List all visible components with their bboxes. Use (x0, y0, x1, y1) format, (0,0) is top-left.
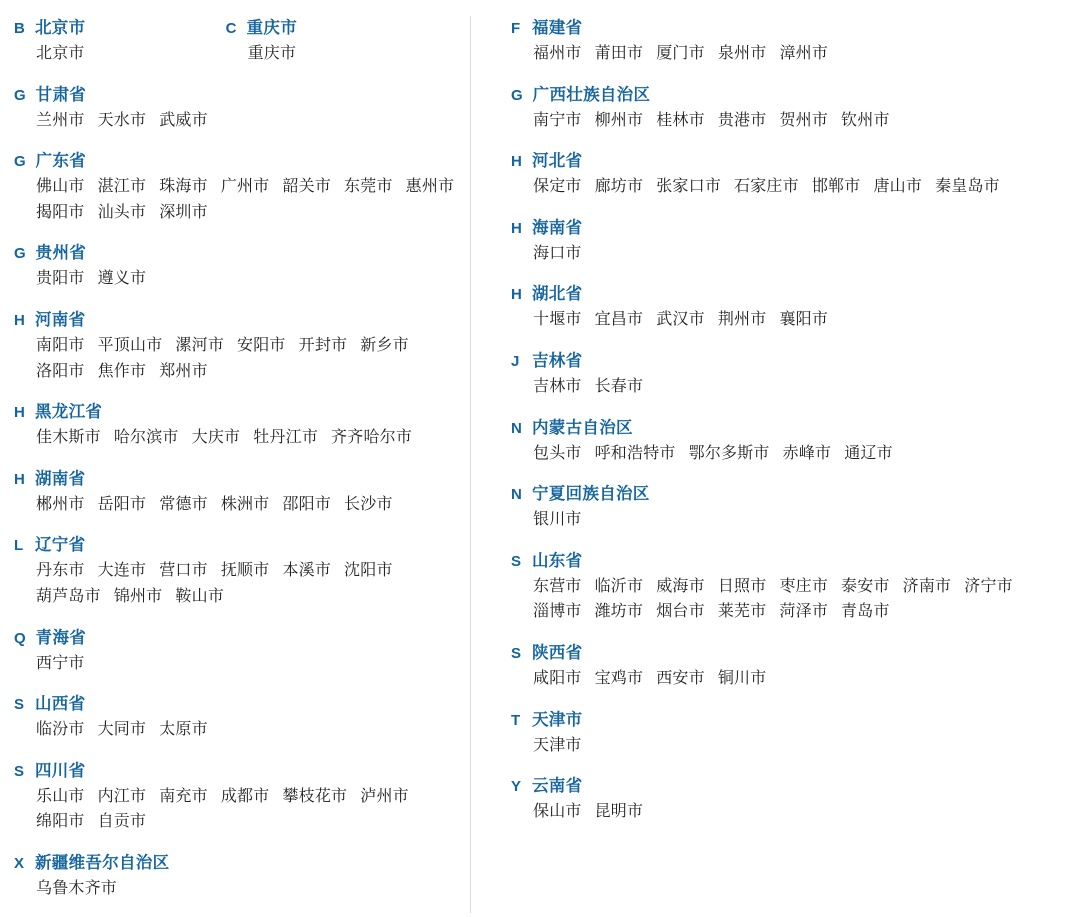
city-link[interactable]: 攀枝花市 (282, 787, 348, 805)
province-initial-letter: N (511, 419, 522, 437)
province-group (14, 690, 470, 743)
province-name[interactable]: 甘肃省 (35, 85, 87, 104)
province-group (226, 14, 310, 67)
province-group (511, 414, 1075, 467)
city-link[interactable]: 株洲市 (220, 495, 270, 513)
city-link[interactable]: 本溪市 (282, 562, 332, 580)
city-link[interactable]: 石家庄市 (734, 178, 799, 196)
city-list (14, 174, 470, 225)
province-group (14, 14, 98, 67)
province-heading[interactable] (14, 398, 470, 422)
city-link[interactable]: 平顶山市 (97, 336, 163, 354)
city-link[interactable]: 泉州市 (717, 45, 767, 62)
city-link[interactable]: 烟台市 (656, 603, 705, 621)
province-group (14, 81, 470, 134)
province-initial-letter: H (511, 286, 522, 304)
city-link[interactable]: 自贡市 (97, 813, 147, 831)
city-link[interactable]: 佳木斯市 (36, 429, 101, 447)
province-name[interactable]: 北京市 (35, 19, 86, 37)
city-link[interactable]: 锦州市 (113, 587, 163, 605)
city-list (14, 651, 470, 677)
province-heading[interactable] (511, 280, 1075, 304)
city-link[interactable]: 漳州市 (779, 45, 829, 62)
province-initial-letter: S (511, 644, 522, 662)
province-name[interactable]: 贵州省 (35, 244, 87, 263)
province-name[interactable]: 新疆维吾尔自治区 (35, 853, 170, 872)
province-heading[interactable] (14, 624, 470, 648)
province-initial-letter: S (14, 696, 25, 714)
province-heading[interactable] (511, 639, 1075, 663)
province-group (14, 465, 470, 518)
city-link[interactable]: 西安市 (656, 669, 705, 687)
city-link[interactable]: 济宁市 (964, 577, 1013, 595)
province-group (511, 480, 1075, 533)
province-group (14, 624, 470, 677)
city-link[interactable]: 营口市 (159, 562, 208, 580)
province-name[interactable]: 海南省 (532, 218, 583, 237)
city-link[interactable]: 牡丹江市 (253, 429, 319, 447)
city-link[interactable]: 昆明市 (594, 803, 644, 821)
province-initial-letter: Y (511, 778, 522, 796)
city-link[interactable]: 济南市 (902, 577, 952, 595)
city-link[interactable]: 武汉市 (656, 311, 705, 329)
city-link[interactable]: 佛山市 (36, 178, 85, 196)
city-link[interactable]: 临汾市 (36, 721, 85, 739)
city-link[interactable]: 秦皇岛市 (935, 178, 1000, 196)
city-link[interactable]: 唐山市 (873, 178, 923, 196)
province-heading[interactable] (511, 480, 1075, 504)
city-link[interactable]: 新乡市 (360, 336, 409, 354)
city-link[interactable]: 咸阳市 (533, 669, 582, 687)
province-heading[interactable] (511, 14, 1075, 38)
city-list (14, 784, 470, 835)
province-group (226, 14, 310, 67)
province-initial-letter: H (14, 470, 25, 488)
province-name[interactable]: 重庆市 (246, 19, 298, 37)
city-link[interactable]: 海口市 (533, 244, 582, 262)
city-link[interactable]: 柳州市 (594, 111, 644, 129)
province-initial-letter: H (511, 219, 522, 237)
city-link[interactable]: 莆田市 (594, 45, 644, 62)
city-link[interactable]: 郑州市 (159, 362, 208, 380)
province-name[interactable]: 吉林省 (532, 351, 583, 370)
city-link[interactable]: 邵阳市 (282, 495, 332, 513)
city-list (511, 574, 1075, 625)
left-column-groups (14, 81, 470, 902)
province-heading[interactable] (14, 306, 470, 330)
province-initial-letter: S (14, 762, 25, 780)
province-heading[interactable] (14, 690, 470, 714)
province-name[interactable]: 河北省 (532, 152, 583, 171)
city-link[interactable]: 南宁市 (533, 111, 582, 129)
city-link[interactable]: 吉林市 (533, 377, 582, 395)
city-list (14, 558, 470, 609)
province-heading[interactable] (511, 214, 1075, 238)
city-link[interactable]: 长春市 (594, 377, 644, 395)
city-link[interactable]: 贵港市 (717, 111, 767, 129)
city-link[interactable]: 邯郸市 (811, 178, 861, 196)
city-link[interactable]: 珠海市 (159, 178, 208, 196)
province-name[interactable]: 山西省 (35, 695, 86, 714)
city-link[interactable]: 银川市 (533, 511, 582, 529)
city-list (511, 374, 1075, 400)
city-link[interactable]: 大同市 (97, 721, 147, 739)
province-group (14, 306, 470, 384)
city-link[interactable]: 襄阳市 (779, 311, 829, 329)
province-name[interactable]: 陕西省 (532, 643, 583, 662)
city-list (14, 876, 470, 902)
province-heading[interactable] (226, 14, 310, 38)
city-link[interactable]: 莱芜市 (717, 603, 767, 621)
city-link[interactable]: 开封市 (298, 336, 348, 354)
province-initial-letter: S (511, 552, 522, 570)
province-initial-letter: G (14, 153, 26, 171)
province-heading[interactable] (511, 81, 1075, 105)
province-group (14, 757, 470, 835)
province-group (14, 147, 470, 225)
city-list (14, 41, 98, 67)
province-initial-letter: G (14, 86, 26, 104)
province-group (14, 14, 98, 67)
province-initial-letter: L (14, 537, 24, 555)
city-list (511, 666, 1075, 692)
province-heading[interactable] (511, 772, 1075, 796)
city-link[interactable]: 齐齐哈尔市 (331, 429, 413, 447)
province-group (14, 531, 470, 609)
city-list (14, 108, 470, 134)
city-list (511, 507, 1075, 533)
province-group (511, 639, 1075, 692)
province-group (511, 81, 1075, 134)
city-link[interactable]: 郴州市 (36, 495, 85, 513)
province-heading[interactable] (511, 414, 1075, 438)
city-link[interactable]: 赤峰市 (782, 444, 832, 462)
city-link[interactable]: 太原市 (159, 721, 208, 739)
province-name[interactable]: 湖南省 (35, 469, 86, 488)
city-link[interactable]: 荆州市 (717, 311, 767, 329)
city-link[interactable]: 重庆市 (247, 45, 297, 62)
city-link[interactable]: 绵阳市 (36, 813, 85, 831)
city-link[interactable]: 洛阳市 (36, 362, 85, 380)
city-link[interactable]: 深圳市 (159, 203, 208, 221)
city-link[interactable]: 贺州市 (779, 111, 829, 129)
city-link[interactable]: 通辽市 (844, 444, 893, 462)
city-link[interactable]: 日照市 (717, 577, 767, 595)
city-link[interactable]: 大庆市 (191, 429, 241, 447)
city-link[interactable]: 枣庄市 (779, 577, 829, 595)
province-initial-letter: B (14, 20, 25, 37)
province-name[interactable]: 辽宁省 (35, 536, 86, 555)
city-link[interactable]: 威海市 (656, 577, 705, 595)
province-heading[interactable] (14, 147, 470, 171)
city-link[interactable]: 包头市 (533, 444, 582, 462)
city-link[interactable]: 宜昌市 (594, 311, 644, 329)
city-link[interactable]: 南充市 (159, 787, 208, 805)
province-initial-letter: N (511, 486, 522, 504)
province-initial-letter: C (225, 20, 237, 37)
city-list (511, 307, 1075, 333)
province-group (14, 239, 470, 292)
city-link[interactable]: 安阳市 (237, 336, 286, 354)
city-list (14, 266, 470, 292)
city-link[interactable]: 韶关市 (282, 178, 332, 196)
province-name[interactable]: 福建省 (532, 19, 583, 37)
city-link[interactable]: 长沙市 (344, 495, 393, 513)
city-list (511, 174, 1075, 200)
left-column (0, 14, 470, 917)
province-name[interactable]: 天津市 (532, 710, 583, 729)
city-link[interactable]: 泸州市 (360, 787, 409, 805)
city-link[interactable]: 铜川市 (717, 669, 767, 687)
city-list (14, 492, 470, 518)
city-link[interactable]: 临沂市 (594, 577, 644, 595)
city-link[interactable]: 保定市 (533, 178, 582, 196)
city-link[interactable]: 泰安市 (841, 577, 890, 595)
city-link[interactable]: 武威市 (159, 111, 208, 129)
city-link[interactable]: 鞍山市 (175, 587, 225, 605)
city-link[interactable]: 东莞市 (344, 178, 393, 196)
city-link[interactable]: 菏泽市 (779, 603, 829, 621)
province-group (511, 14, 1075, 67)
province-group (511, 772, 1075, 825)
city-link[interactable]: 乌鲁木齐市 (36, 879, 118, 897)
city-link[interactable]: 天水市 (97, 111, 147, 129)
city-link[interactable]: 焦作市 (97, 362, 147, 380)
province-heading[interactable] (14, 849, 470, 873)
city-link[interactable]: 北京市 (36, 45, 85, 62)
city-link[interactable]: 湛江市 (97, 178, 147, 196)
province-initial-letter: G (511, 86, 523, 104)
city-list (511, 241, 1075, 267)
province-heading[interactable] (14, 531, 470, 555)
city-link[interactable]: 南阳市 (36, 336, 85, 354)
city-link[interactable]: 天津市 (533, 736, 582, 754)
city-link[interactable]: 广州市 (220, 178, 270, 196)
city-link[interactable]: 哈尔滨市 (113, 429, 179, 447)
province-group (14, 849, 470, 902)
city-link[interactable]: 鄂尔多斯市 (688, 444, 770, 462)
province-group (511, 214, 1075, 267)
province-initial-letter: J (511, 352, 520, 370)
province-initial-letter: H (14, 404, 25, 422)
city-link[interactable]: 成都市 (220, 787, 270, 805)
province-initial-letter: G (14, 245, 26, 263)
province-initial-letter: H (14, 311, 25, 329)
city-link[interactable]: 厦门市 (656, 45, 705, 62)
province-group (511, 547, 1075, 625)
province-group (511, 347, 1075, 400)
province-name[interactable]: 内蒙古自治区 (532, 418, 633, 437)
city-link[interactable]: 葫芦岛市 (36, 587, 101, 605)
city-link[interactable]: 廊坊市 (594, 178, 644, 196)
city-list (511, 733, 1075, 759)
city-link[interactable]: 十堰市 (533, 311, 582, 329)
city-link[interactable]: 惠州市 (405, 178, 455, 196)
province-heading[interactable] (511, 547, 1075, 571)
province-name[interactable]: 河南省 (35, 310, 86, 329)
province-heading[interactable] (14, 81, 470, 105)
city-link[interactable]: 桂林市 (656, 111, 705, 129)
province-initial-letter: H (511, 153, 522, 171)
city-link[interactable]: 遵义市 (97, 270, 147, 288)
city-link[interactable]: 保山市 (533, 803, 582, 821)
top-pair-row (14, 14, 470, 67)
city-link[interactable]: 乐山市 (36, 787, 85, 805)
city-link[interactable]: 钦州市 (841, 111, 890, 129)
province-heading[interactable] (14, 757, 470, 781)
city-list (226, 41, 310, 67)
province-name[interactable]: 黑龙江省 (35, 403, 103, 422)
city-link[interactable]: 兰州市 (36, 111, 85, 129)
city-link[interactable]: 潍坊市 (594, 603, 644, 621)
province-heading[interactable] (14, 239, 470, 263)
city-link[interactable]: 常德市 (159, 495, 208, 513)
city-list (511, 799, 1075, 825)
province-initial-letter: T (511, 711, 521, 729)
city-link[interactable]: 青岛市 (841, 603, 890, 621)
province-name[interactable]: 广西壮族自治区 (532, 85, 651, 104)
province-heading[interactable] (511, 347, 1075, 371)
city-link[interactable]: 内江市 (97, 787, 147, 805)
province-name[interactable]: 青海省 (35, 628, 87, 647)
city-link[interactable]: 岳阳市 (97, 495, 147, 513)
city-link[interactable]: 福州市 (533, 45, 582, 62)
city-list (14, 717, 470, 743)
city-link[interactable]: 张家口市 (656, 178, 722, 196)
right-column (471, 14, 1075, 917)
city-link[interactable]: 淄博市 (533, 603, 582, 621)
province-name[interactable]: 宁夏回族自治区 (532, 485, 650, 504)
province-name[interactable]: 四川省 (35, 761, 86, 780)
province-heading[interactable] (511, 706, 1075, 730)
province-initial-letter: F (511, 20, 521, 37)
right-column-groups (511, 14, 1075, 825)
city-link[interactable]: 漯河市 (175, 336, 225, 354)
province-heading[interactable] (511, 147, 1075, 171)
city-list (511, 41, 1075, 67)
city-link[interactable]: 呼和浩特市 (594, 444, 676, 462)
city-link[interactable]: 丹东市 (36, 562, 85, 580)
province-heading[interactable] (14, 465, 470, 489)
city-link[interactable]: 贵阳市 (36, 270, 85, 288)
province-name[interactable]: 云南省 (532, 777, 583, 796)
province-group (511, 280, 1075, 333)
city-link[interactable]: 沈阳市 (344, 562, 393, 580)
city-link[interactable]: 大连市 (97, 562, 147, 580)
province-group (14, 398, 470, 451)
province-name[interactable]: 山东省 (532, 551, 583, 570)
province-name[interactable]: 广东省 (35, 152, 87, 171)
city-list (14, 425, 470, 451)
city-list (511, 441, 1075, 467)
city-link[interactable]: 抚顺市 (220, 562, 270, 580)
city-link[interactable]: 揭阳市 (36, 203, 85, 221)
province-initial-letter: Q (14, 629, 26, 647)
city-link[interactable]: 汕头市 (97, 203, 147, 221)
city-link[interactable]: 东营市 (533, 577, 582, 595)
city-list (14, 333, 470, 384)
province-group (511, 147, 1075, 200)
city-link[interactable]: 宝鸡市 (594, 669, 644, 687)
city-link[interactable]: 西宁市 (36, 654, 85, 672)
province-heading[interactable] (14, 14, 98, 38)
province-group (511, 706, 1075, 759)
city-list (511, 108, 1075, 134)
province-initial-letter: X (14, 854, 25, 872)
province-name[interactable]: 湖北省 (532, 285, 583, 304)
